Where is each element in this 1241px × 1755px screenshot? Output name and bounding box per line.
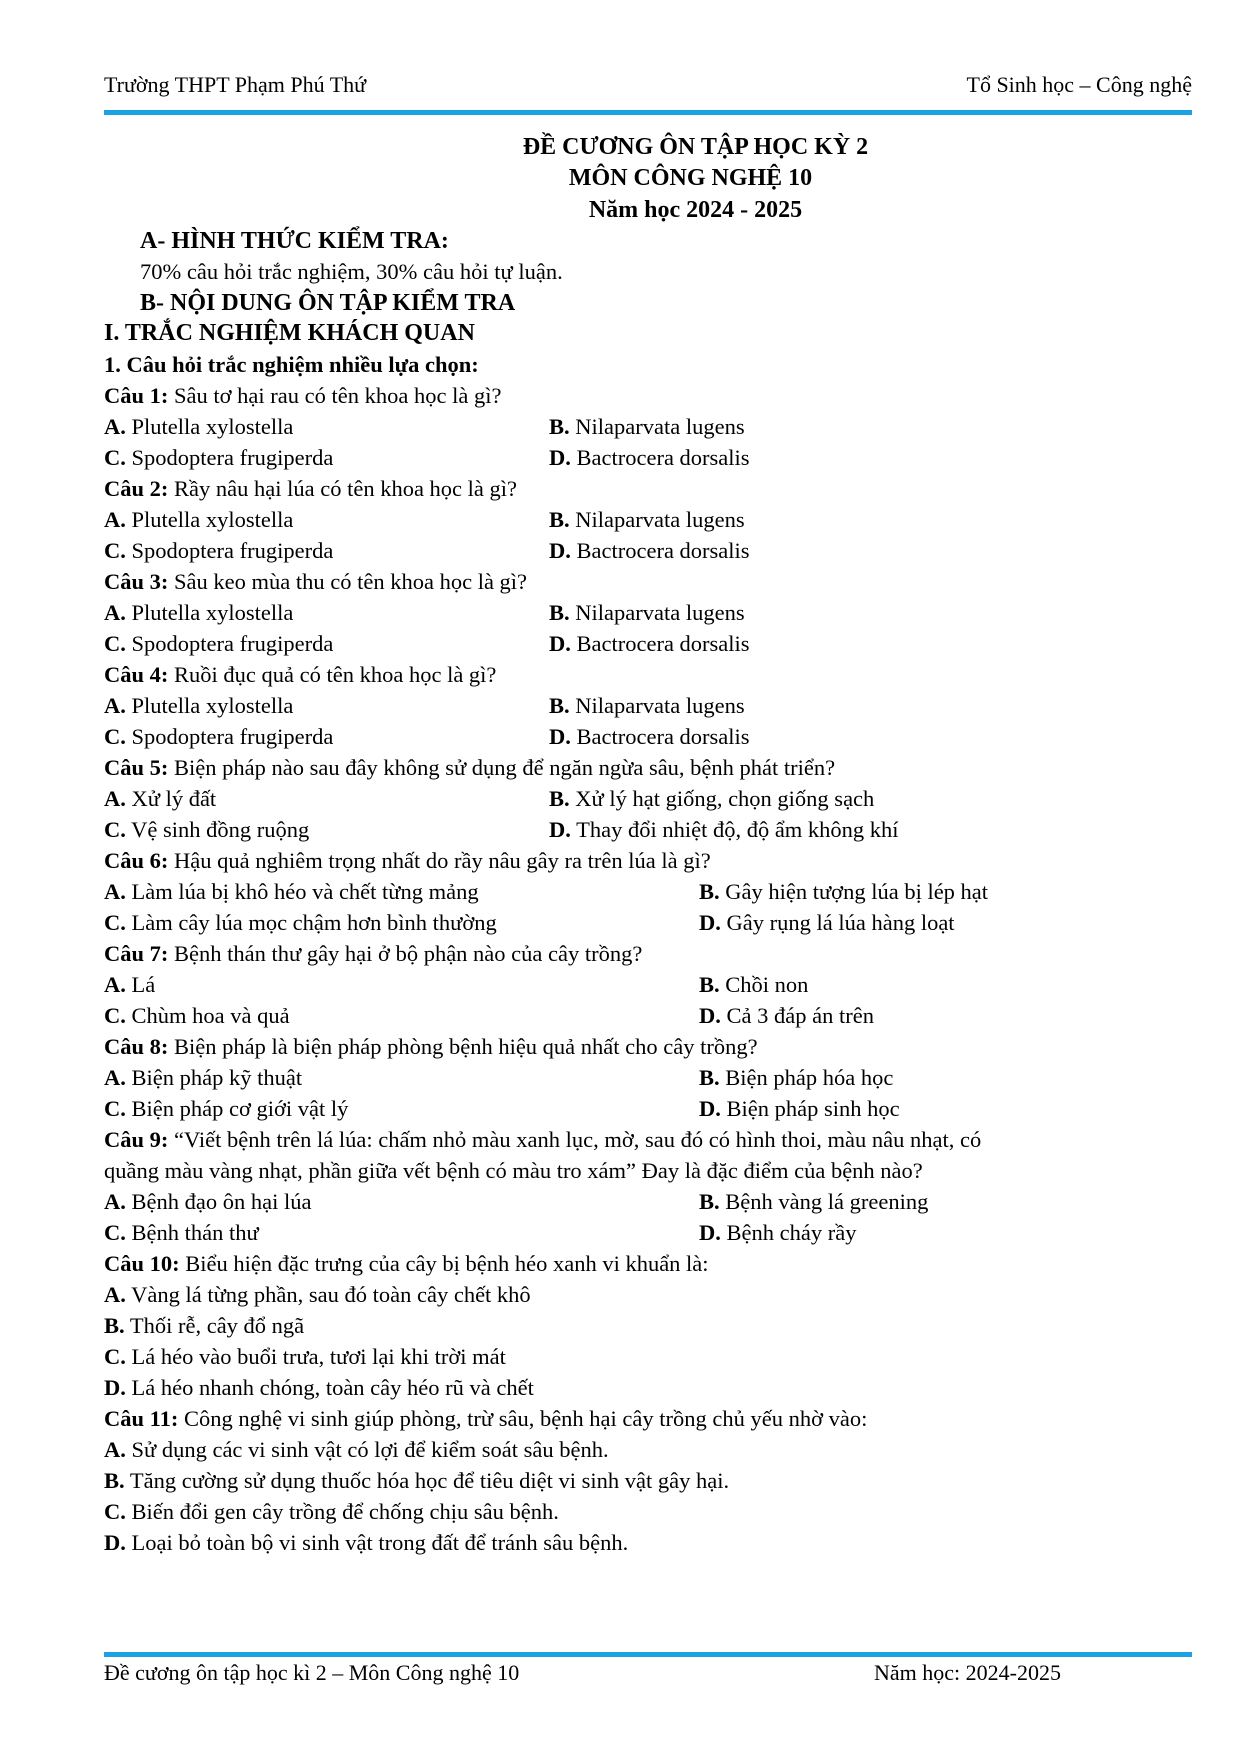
option-c: C. Vệ sinh đồng ruộng: [104, 817, 310, 842]
option-b: B. Nilaparvata lugens: [549, 693, 745, 718]
document-title: ĐỀ CƯƠNG ÔN TẬP HỌC KỲ 2: [522, 134, 869, 160]
option-c: C. Spodoptera frugiperda: [104, 631, 334, 656]
question-9-continued: quầng màu vàng nhạt, phần giữa vết bệnh có màu tro xám” Đay là đặc điểm của bệnh nào?: [104, 1158, 923, 1183]
question-6: Câu 6: Hậu quả nghiêm trọng nhất do rầy nâu gây ra trên lúa là gì?: [104, 848, 711, 873]
option-b: B. Bệnh vàng lá greening: [699, 1189, 929, 1214]
question-11: Câu 11: Công nghệ vi sinh giúp phòng, trừ sâu, bệnh hại cây trồng chủ yếu nhờ vào:: [104, 1406, 868, 1431]
option-a: A. Plutella xylostella: [104, 600, 294, 625]
option-a: A. Xử lý đất: [104, 786, 217, 811]
question-4: Câu 4: Ruồi đục quả có tên khoa học là gì?: [104, 662, 497, 687]
question-9: Câu 9: “Viết bệnh trên lá lúa: chấm nhỏ màu xanh lục, mờ, sau đó có hình thoi, màu nâu nhạt, có: [104, 1127, 982, 1152]
question-1: Câu 1: Sâu tơ hại rau có tên khoa học là gì?: [104, 383, 502, 408]
option-b: B. Chồi non: [699, 972, 809, 997]
footer-rule: [104, 1652, 1192, 1657]
question-7: Câu 7: Bệnh thán thư gây hại ở bộ phận nào của cây trồng?: [104, 941, 643, 966]
option-a: A. Sử dụng các vi sinh vật có lợi để kiểm soát sâu bệnh.: [104, 1437, 609, 1462]
option-a: A. Bệnh đạo ôn hại lúa: [104, 1189, 312, 1214]
option-a: A. Làm lúa bị khô héo và chết từng mảng: [104, 879, 479, 904]
option-c: C. Spodoptera frugiperda: [104, 724, 334, 749]
question-3: Câu 3: Sâu keo mùa thu có tên khoa học là gì?: [104, 569, 528, 594]
subject-title: MÔN CÔNG NGHỆ 10: [568, 165, 813, 191]
option-b: B. Nilaparvata lugens: [549, 414, 745, 439]
section-a-text: 70% câu hỏi trắc nghiệm, 30% câu hỏi tự luận.: [140, 259, 563, 284]
option-b: B. Nilaparvata lugens: [549, 600, 745, 625]
option-d: D. Bệnh cháy rầy: [699, 1220, 857, 1245]
option-b: B. Tăng cường sử dụng thuốc hóa học để tiêu diệt vi sinh vật gây hại.: [104, 1468, 730, 1493]
part1-heading: I. TRẮC NGHIỆM KHÁCH QUAN: [104, 320, 475, 346]
footer-document-name: Đề cương ôn tập học kì 2 – Môn Công nghệ 10: [104, 1660, 520, 1685]
question-5: Câu 5: Biện pháp nào sau đây không sử dụng để ngăn ngừa sâu, bệnh phát triển?: [104, 755, 836, 780]
school-year-title: Năm học 2024 - 2025: [588, 197, 803, 223]
option-b: B. Xử lý hạt giống, chọn giống sạch: [549, 786, 875, 811]
option-c: C. Lá héo vào buổi trưa, tươi lại khi trời mát: [104, 1344, 506, 1369]
option-a: A. Lá: [104, 972, 156, 997]
option-d: D. Bactrocera dorsalis: [549, 631, 750, 656]
option-a: A. Plutella xylostella: [104, 507, 294, 532]
option-d: D. Thay đổi nhiệt độ, độ ẩm không khí: [549, 817, 899, 842]
option-c: C. Làm cây lúa mọc chậm hơn bình thường: [104, 910, 497, 935]
option-c: C. Spodoptera frugiperda: [104, 445, 334, 470]
section-a-heading: A- HÌNH THỨC KIỂM TRA:: [140, 228, 449, 254]
option-b: B. Biện pháp hóa học: [699, 1065, 894, 1090]
footer-school-year: Năm học: 2024-2025: [874, 1660, 1061, 1685]
option-d: D. Bactrocera dorsalis: [549, 724, 750, 749]
option-b: B. Thối rễ, cây đổ ngã: [104, 1313, 305, 1338]
option-d: D. Bactrocera dorsalis: [549, 445, 750, 470]
option-c: C. Bệnh thán thư: [104, 1220, 259, 1245]
question-10: Câu 10: Biểu hiện đặc trưng của cây bị bệnh héo xanh vi khuẩn là:: [104, 1251, 709, 1276]
option-a: A. Plutella xylostella: [104, 414, 294, 439]
option-d: D. Loại bỏ toàn bộ vi sinh vật trong đất để tránh sâu bệnh.: [104, 1530, 629, 1555]
option-d: D. Bactrocera dorsalis: [549, 538, 750, 563]
department-name: Tổ Sinh học – Công nghệ: [966, 72, 1192, 97]
option-c: C. Biện pháp cơ giới vật lý: [104, 1096, 349, 1121]
option-d: D. Lá héo nhanh chóng, toàn cây héo rũ và chết: [104, 1375, 534, 1400]
option-b: B. Nilaparvata lugens: [549, 507, 745, 532]
option-d: D. Biện pháp sinh học: [699, 1096, 900, 1121]
option-c: C. Chùm hoa và quả: [104, 1003, 290, 1028]
option-d: D. Gây rụng lá lúa hàng loạt: [699, 910, 955, 935]
school-name: Trường THPT Phạm Phú Thứ: [104, 72, 367, 97]
option-a: A. Biện pháp kỹ thuật: [104, 1065, 303, 1090]
option-b: B. Gây hiện tượng lúa bị lép hạt: [699, 879, 989, 904]
option-d: D. Cả 3 đáp án trên: [699, 1003, 874, 1028]
option-a: A. Vàng lá từng phần, sau đó toàn cây chết khô: [104, 1282, 531, 1307]
section-b-heading: B- NỘI DUNG ÔN TẬP KIỂM TRA: [140, 290, 516, 316]
option-c: C. Biến đổi gen cây trồng để chống chịu sâu bệnh.: [104, 1499, 559, 1524]
question-8: Câu 8: Biện pháp là biện pháp phòng bệnh hiệu quả nhất cho cây trồng?: [104, 1034, 758, 1059]
option-c: C. Spodoptera frugiperda: [104, 538, 334, 563]
option-a: A. Plutella xylostella: [104, 693, 294, 718]
question-2: Câu 2: Rầy nâu hại lúa có tên khoa học là gì?: [104, 476, 518, 501]
header-rule: [104, 110, 1192, 115]
part1-subheading: 1. Câu hỏi trắc nghiệm nhiều lựa chọn:: [104, 352, 479, 377]
